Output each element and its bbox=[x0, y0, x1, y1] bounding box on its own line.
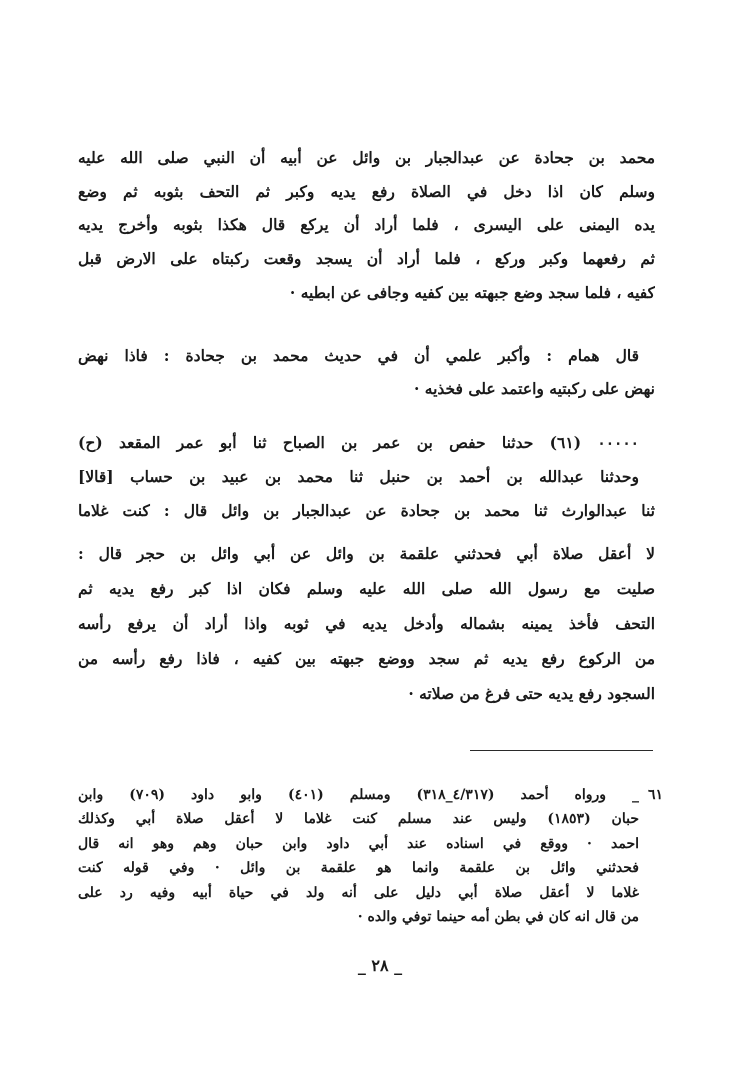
hadith-line: من الركوع رفع يديه ثم سجد ووضع جبهته بين كفيه ، فاذا رفع رأسه من bbox=[78, 649, 655, 668]
hadith-line: ثنا عبدالوارث ثنا محمد بن جحادة عن عبدالجبار بن وائل قال : كنت غلاما bbox=[78, 501, 655, 520]
footnote-line: فحدثني وائل بن علقمة وانما هو علقمة بن وائل · وفي قوله كنت bbox=[78, 860, 639, 876]
footnote-line: غلاما لا أعقل صلاة أبي دليل على أنه ولد في حياة أبيه وفيه رد على bbox=[78, 885, 639, 901]
paragraph1-line: ثم رفعهما وكبر وركع ، فلما أراد أن يسجد وقعت ركبتاه على الارض قبل bbox=[78, 249, 655, 268]
footnote-line: حبان (١٨٥٣) وليس عند مسلم كنت غلاما لا أعقل صلاة أبي وكذلك bbox=[78, 811, 639, 827]
page-number: _ ٢٨ _ bbox=[357, 956, 403, 975]
hadith-line: ٠٠٠٠٠ (٦١) حدثنا حفص بن عمر بن الصباح ثنا أبو عمر المقعد (ح) bbox=[78, 433, 639, 452]
paragraph2-line: قال همام : وأكبر علمي أن في حديث محمد بن جحادة : فاذا نهض bbox=[78, 346, 639, 365]
footnote-line: _ ورواه أحمد (٤/٣١٧_٣١٨) ومسلم (٤٠١) وابو داود (٧٠٩) وابن bbox=[78, 787, 639, 803]
footnote-separator bbox=[470, 750, 653, 751]
paragraph1-line: كفيه ، فلما سجد وضع جبهته بين كفيه وجافى عن ابطيه · bbox=[289, 283, 655, 302]
hadith-line: السجود رفع يديه حتى فرغ من صلاته · bbox=[408, 684, 655, 703]
footnote-line: احمد · ووقع في اسناده عند أبي داود وابن حبان وهم وهو انه قال bbox=[78, 836, 639, 852]
paragraph2-line: نهض على ركبتيه واعتمد على فخذيه · bbox=[413, 379, 655, 398]
paragraph1-line: محمد بن جحادة عن عبدالجبار بن وائل عن أبيه أن النبي صلى الله عليه bbox=[78, 148, 655, 167]
paragraph1-line: وسلم كان اذا دخل في الصلاة رفع يديه وكبر ثم التحف بثوبه ثم وضع bbox=[78, 182, 655, 201]
footnote-line: من قال انه كان في بطن أمه حينما توفي والده · bbox=[357, 909, 639, 925]
footnote-number: ٦١ bbox=[647, 787, 663, 803]
paragraph1-line: يده اليمنى على اليسرى ، فلما أراد أن يركع قال هكذا بثوبه وأخرج يديه bbox=[78, 215, 655, 234]
hadith-line: صليت مع رسول الله صلى الله عليه وسلم فكان اذا كبر رفع يديه ثم bbox=[78, 579, 655, 598]
hadith-line: لا أعقل صلاة أبي فحدثني علقمة بن وائل عن أبي وائل بن حجر قال : bbox=[78, 544, 655, 563]
hadith-line: التحف فأخذ يمينه بشماله وأدخل يديه في ثوبه واذا أراد أن يرفع رأسه bbox=[78, 614, 655, 633]
hadith-line: وحدثنا عبدالله بن أحمد بن حنبل ثنا محمد بن عبيد بن حساب [قالا] bbox=[78, 467, 639, 486]
